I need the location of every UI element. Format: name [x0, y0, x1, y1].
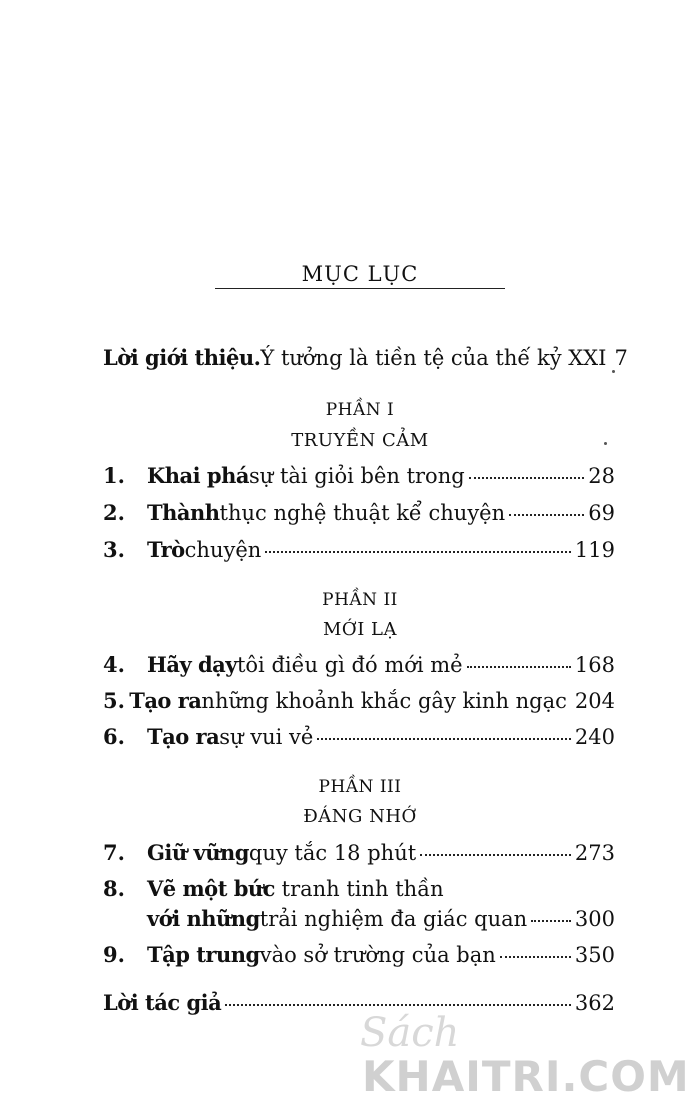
- page-number: 300: [574, 907, 615, 931]
- dot-leader: [420, 854, 571, 856]
- watermark-script: Sách: [360, 1010, 460, 1056]
- chapter-title-lead: Khai phá: [147, 463, 249, 488]
- watermark-brand: KHAITRI.COM: [362, 1052, 690, 1101]
- page-number: 69: [588, 501, 615, 525]
- chapter-number: 6.: [103, 724, 125, 749]
- chapter-title: tranh tinh thần: [274, 877, 444, 901]
- chapter-title: sự vui vẻ: [219, 725, 314, 749]
- dot-leader: [265, 551, 571, 553]
- page-number: 240: [574, 725, 615, 749]
- toc-chapter[interactable]: [103, 463, 615, 488]
- part-label: PHẦN III: [318, 777, 402, 797]
- chapter-title-lead: Tập trung: [147, 942, 260, 967]
- toc-chapter[interactable]: [103, 942, 615, 967]
- page-number: 7: [614, 346, 628, 370]
- dot-leader: [467, 666, 571, 668]
- page-number: 168: [574, 653, 615, 677]
- dot-leader: [500, 956, 571, 958]
- chapter-title-lead: Tạo ra: [147, 724, 220, 749]
- toc-afterword[interactable]: [103, 990, 615, 1015]
- chapter-title: tôi điều gì đó mới mẻ: [236, 653, 463, 677]
- toc-chapter[interactable]: [103, 724, 615, 749]
- chapter-number: 2.: [103, 500, 125, 525]
- chapter-title-lead: Giữ vững: [147, 840, 249, 865]
- chapter-title-lead: Trò: [147, 537, 185, 562]
- toc-chapter[interactable]: [103, 876, 444, 901]
- part-name: TRUYỀN CẢM: [291, 430, 429, 451]
- chapter-number: 3.: [103, 537, 125, 562]
- toc-chapter-continuation[interactable]: [147, 906, 615, 931]
- dot-leader: [531, 920, 571, 922]
- part-name: MỚI LẠ: [323, 619, 397, 640]
- page-number: 350: [574, 943, 615, 967]
- chapter-number: 4.: [103, 652, 125, 677]
- dot-leader: [509, 514, 584, 516]
- toc-chapter[interactable]: [103, 652, 615, 677]
- afterword-label: Lời tác giả: [103, 990, 222, 1015]
- toc-chapter[interactable]: [103, 688, 615, 713]
- chapter-title-lead: Vẽ một bức: [147, 876, 275, 901]
- chapter-number: 8.: [103, 876, 125, 901]
- chapter-number: 7.: [103, 840, 125, 865]
- toc-chapter[interactable]: [103, 500, 615, 525]
- chapter-number: 5.: [103, 688, 125, 713]
- page-number: 204: [574, 689, 615, 713]
- chapter-title-lead: Hãy dạy: [147, 652, 237, 677]
- chapter-title-lead: Thành: [147, 500, 220, 525]
- chapter-title-lead: Tạo ra: [129, 688, 202, 713]
- chapter-title: trải nghiệm đa giác quan: [259, 907, 528, 931]
- page-title: MỤC LỤC: [301, 262, 419, 286]
- chapter-title: thục nghệ thuật kể chuyện: [219, 501, 506, 525]
- title-divider: [215, 288, 505, 289]
- toc-chapter[interactable]: [103, 537, 615, 562]
- part-name: ĐÁNG NHỚ: [303, 806, 417, 827]
- chapter-title: sự tài giỏi bên trong: [248, 464, 465, 488]
- scan-speck: [612, 370, 615, 373]
- dot-leader: [469, 477, 585, 479]
- chapter-title-lead: với những: [147, 906, 260, 931]
- chapter-title: những khoảnh khắc gây kinh ngạc: [201, 689, 567, 713]
- page-number: 273: [574, 841, 615, 865]
- toc-chapter[interactable]: [103, 840, 615, 865]
- chapter-number: 1.: [103, 463, 125, 488]
- page-number: 28: [588, 464, 615, 488]
- scan-speck: [604, 442, 607, 445]
- toc-intro[interactable]: [103, 345, 628, 370]
- dot-leader: [225, 1004, 571, 1006]
- chapter-title: chuyện: [184, 538, 262, 562]
- chapter-title: vào sở trường của bạn: [259, 943, 496, 967]
- chapter-title: quy tắc 18 phút: [248, 841, 417, 865]
- page-number: 362: [574, 991, 615, 1015]
- intro-label: Lời giới thiệu.: [103, 345, 261, 370]
- dot-leader: [317, 738, 571, 740]
- part-label: PHẦN II: [322, 590, 398, 610]
- chapter-number: 9.: [103, 942, 125, 967]
- intro-text: Ý tưởng là tiền tệ của thế kỷ XXI: [260, 346, 607, 370]
- part-label: PHẦN I: [325, 400, 395, 420]
- page-number: 119: [574, 538, 615, 562]
